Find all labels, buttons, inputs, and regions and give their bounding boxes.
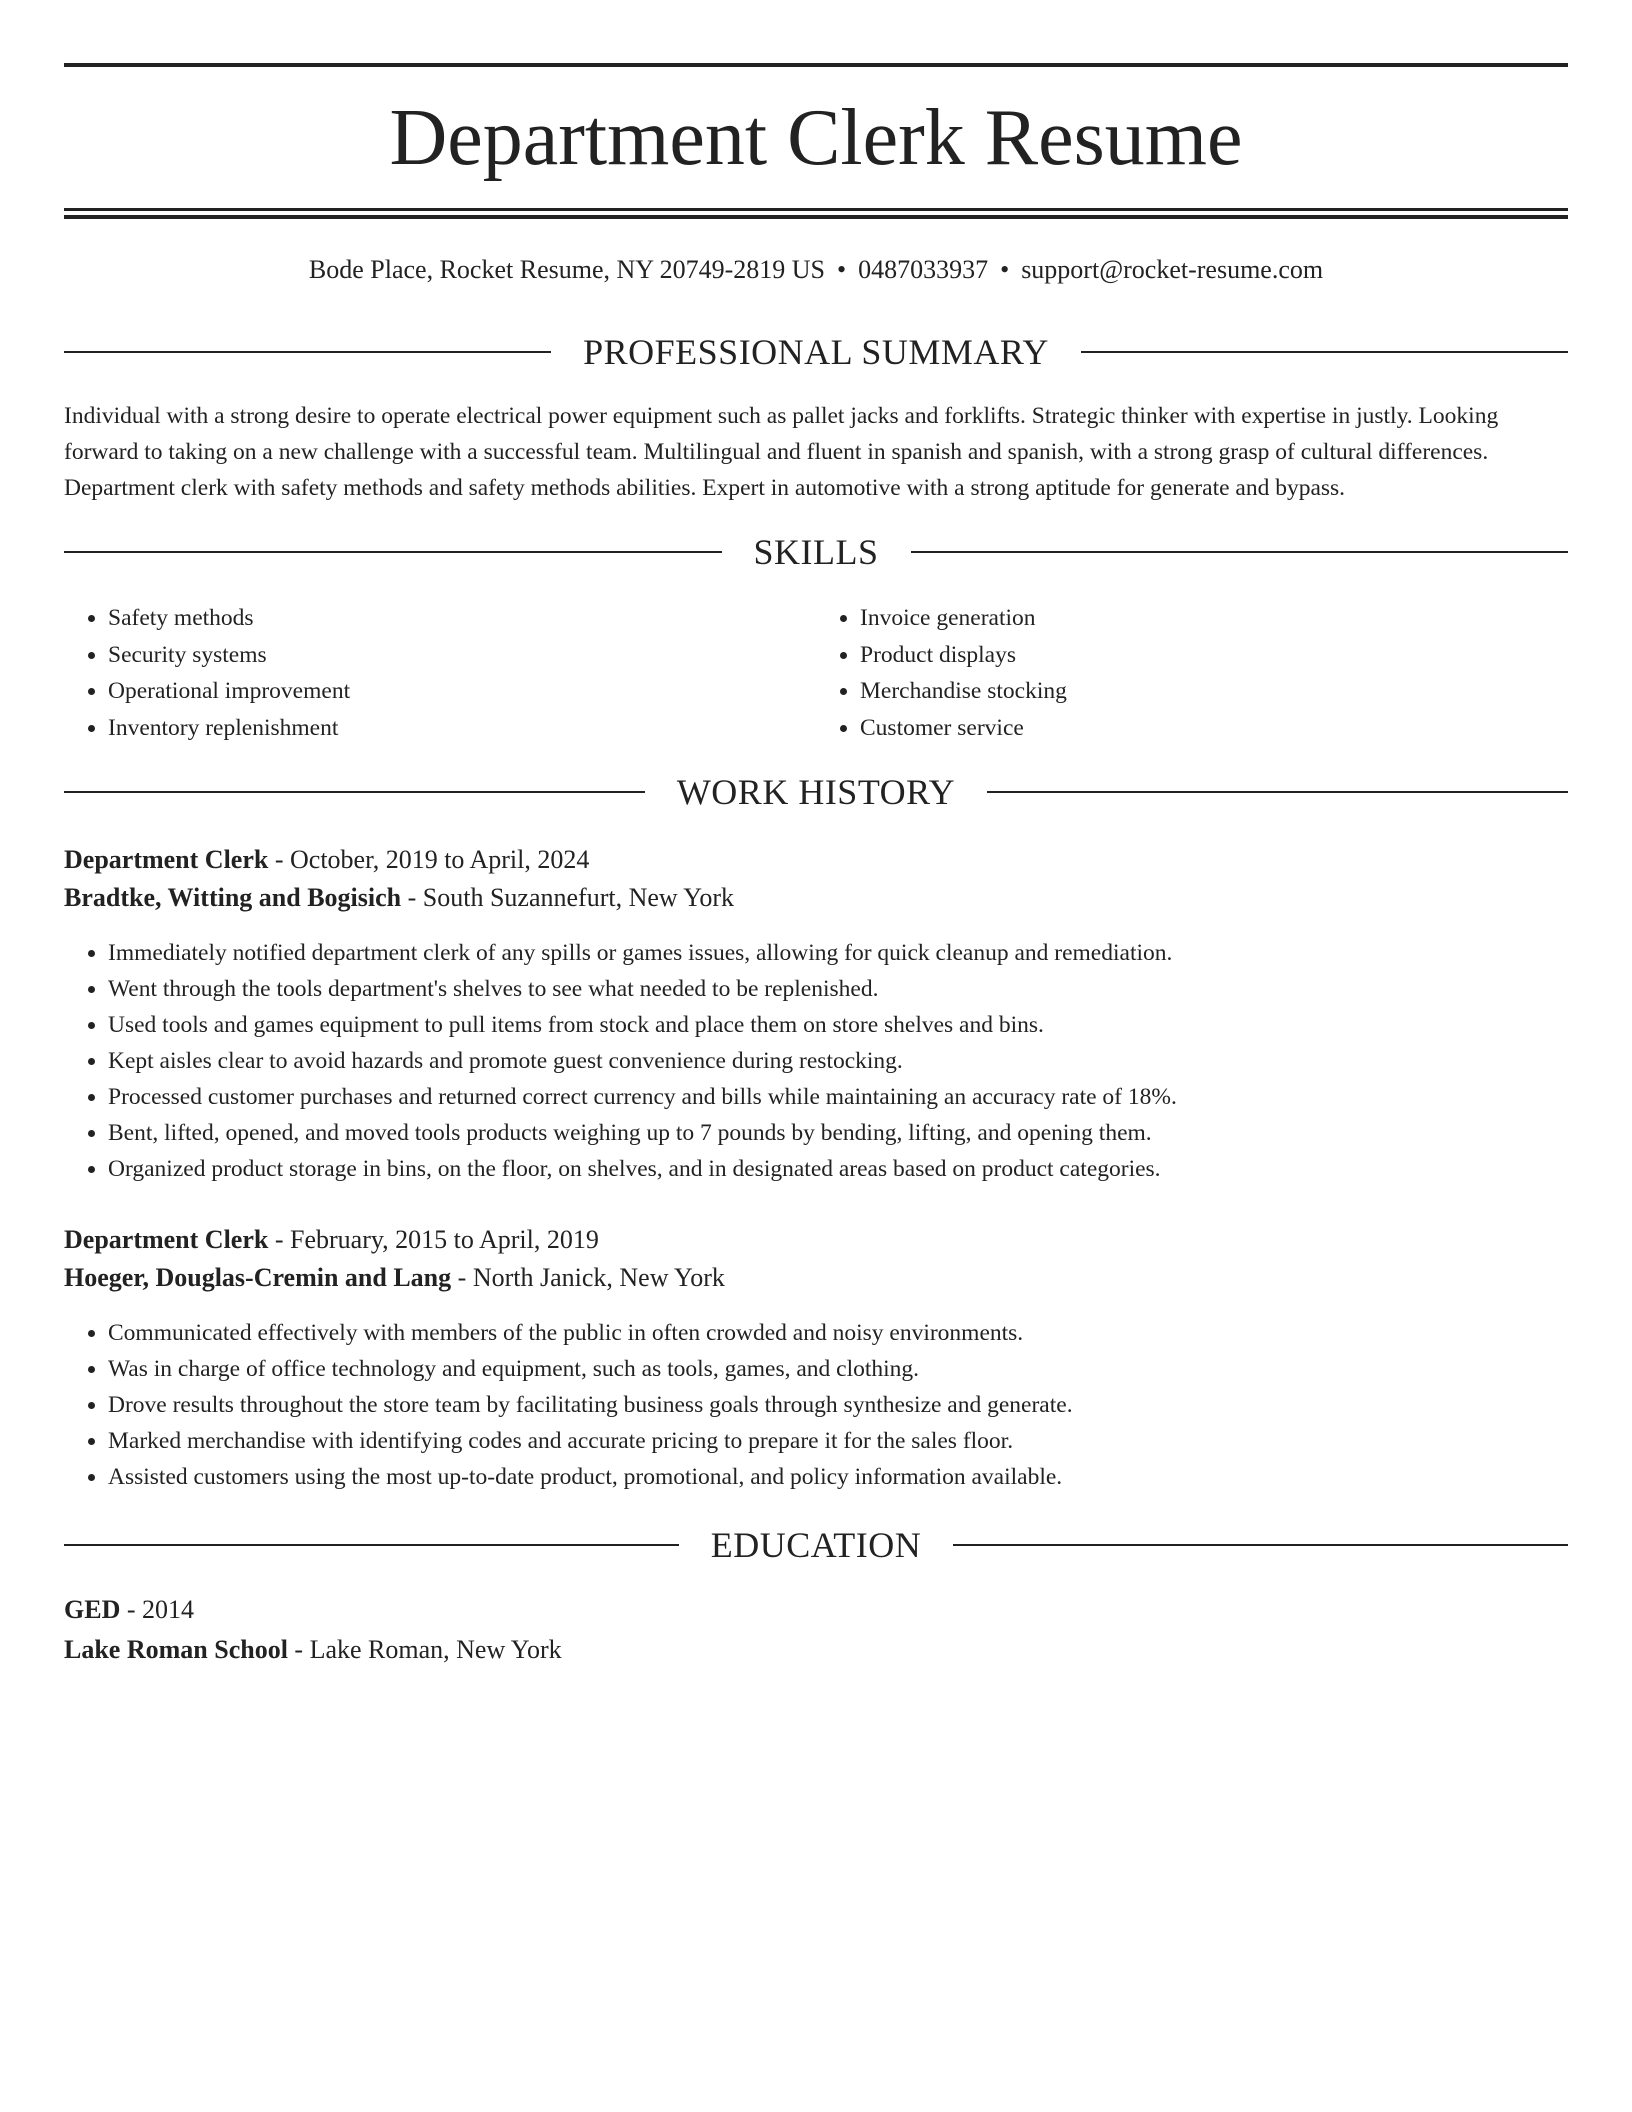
- summary-section-title: PROFESSIONAL SUMMARY: [583, 332, 1049, 372]
- job-title-line: [64, 1221, 599, 1259]
- job-company-line: [64, 879, 734, 917]
- education-degree-line: [64, 1591, 194, 1629]
- skills-section-title: SKILLS: [753, 532, 879, 572]
- contact-separator: •: [1000, 255, 1010, 284]
- job-duty: • Organized product storage in bins, on the floor, on shelves, and in designated areas based on product categories.: [108, 1151, 1612, 1187]
- skill-item: • Operational improvement: [108, 673, 816, 710]
- contact-separator: •: [836, 255, 847, 284]
- section-rule: [1081, 351, 1568, 353]
- education-degree: GED: [64, 1595, 121, 1624]
- job-duty: • Kept aisles clear to avoid hazards and promote guest convenience during restocking.: [108, 1043, 1612, 1079]
- skill-item: • Invoice generation: [860, 600, 1568, 637]
- skill-item: • Security systems: [108, 637, 816, 674]
- education-school: Lake Roman School: [64, 1635, 288, 1664]
- work-section-title: WORK HISTORY: [676, 772, 956, 812]
- header-top-rule: [64, 63, 1568, 67]
- skill-item: • Inventory replenishment: [108, 710, 816, 747]
- section-rule: [64, 351, 551, 353]
- skill-item: • Customer service: [860, 710, 1568, 747]
- job-duties: [64, 935, 1612, 1187]
- job-duty: • Used tools and games equipment to pull items from stock and place them on store shelves and bins.: [108, 1007, 1612, 1043]
- job-duties: [64, 1315, 1612, 1495]
- job-duty: • Drove results throughout the store team by facilitating business goals through synthesize and generate.: [108, 1387, 1612, 1423]
- section-rule: [953, 1544, 1568, 1546]
- skills-column-right: [816, 600, 1568, 746]
- job-title: Department Clerk: [64, 1225, 269, 1254]
- education-section-title: EDUCATION: [710, 1525, 922, 1565]
- section-rule: [987, 791, 1568, 793]
- education-school-line: [64, 1631, 562, 1669]
- job-company: Bradtke, Witting and Bogisich: [64, 883, 402, 912]
- job-location: - South Suzannefurt, New York: [401, 883, 735, 912]
- education-section-header: [64, 1523, 1568, 1567]
- summary-section-header: [64, 330, 1568, 374]
- header-bottom-rule-thick: [64, 215, 1568, 219]
- skills-section-header: [64, 530, 1568, 574]
- job-company-line: [64, 1259, 725, 1297]
- resume-title: Department Clerk Resume: [389, 94, 1243, 182]
- job-title-line: [64, 841, 589, 879]
- job-duty: • Assisted customers using the most up-to-date product, promotional, and policy information available.: [108, 1459, 1612, 1495]
- section-rule: [64, 1544, 679, 1546]
- skills-list: [64, 600, 1568, 746]
- contact-address: Bode Place, Rocket Resume, NY 20749-2819 US: [308, 255, 825, 284]
- skill-item: • Product displays: [860, 637, 1568, 674]
- job-duty: • Processed customer purchases and returned correct currency and bills while maintaining an accuracy rate of 18%.: [108, 1079, 1612, 1115]
- job-dates: - February, 2015 to April, 2019: [268, 1225, 599, 1254]
- job-title: Department Clerk: [64, 845, 269, 874]
- summary-text: Individual with a strong desire to operate electrical power equipment such as pallet jacks and forklifts. Strategic thinker with expertise in justly. Looking forward to taking on a new challenge with a successful team. Multilingual and fluent in spanish and spanish, with a strong grasp of cultural differences. Department clerk with safety methods and safety methods abilities. Expert in automotive with a strong aptitude for generate and bypass.: [64, 403, 1499, 501]
- education-location: - Lake Roman, New York: [287, 1635, 562, 1664]
- job-duty: • Communicated effectively with members of the public in often crowded and noisy environments.: [108, 1315, 1612, 1351]
- job-dates: - October, 2019 to April, 2024: [268, 845, 590, 874]
- section-rule: [64, 551, 722, 553]
- header-bottom-rule: [64, 208, 1568, 211]
- contact-email: support@rocket-resume.com: [1021, 255, 1324, 284]
- education-year: - 2014: [120, 1595, 195, 1624]
- job-duty: • Was in charge of office technology and equipment, such as tools, games, and clothing.: [108, 1351, 1612, 1387]
- skill-item: • Merchandise stocking: [860, 673, 1568, 710]
- section-rule: [64, 791, 645, 793]
- job-duty: • Marked merchandise with identifying codes and accurate pricing to prepare it for the sales floor.: [108, 1423, 1612, 1459]
- job-duty: • Bent, lifted, opened, and moved tools products weighing up to 7 pounds by bending, lifting, and opening them.: [108, 1115, 1612, 1151]
- skills-column-left: [64, 600, 816, 746]
- contact-line: [64, 252, 1568, 288]
- job-location: - North Janick, New York: [451, 1263, 725, 1292]
- skill-item: • Safety methods: [108, 600, 816, 637]
- job-duty: • Immediately notified department clerk of any spills or games issues, allowing for quick cleanup and remediation.: [108, 935, 1612, 971]
- job-duty: • Went through the tools department's shelves to see what needed to be replenished.: [108, 971, 1612, 1007]
- contact-phone: 0487033937: [858, 255, 989, 284]
- job-company: Hoeger, Douglas-Cremin and Lang: [64, 1263, 452, 1292]
- section-rule: [911, 551, 1569, 553]
- work-section-header: [64, 770, 1568, 814]
